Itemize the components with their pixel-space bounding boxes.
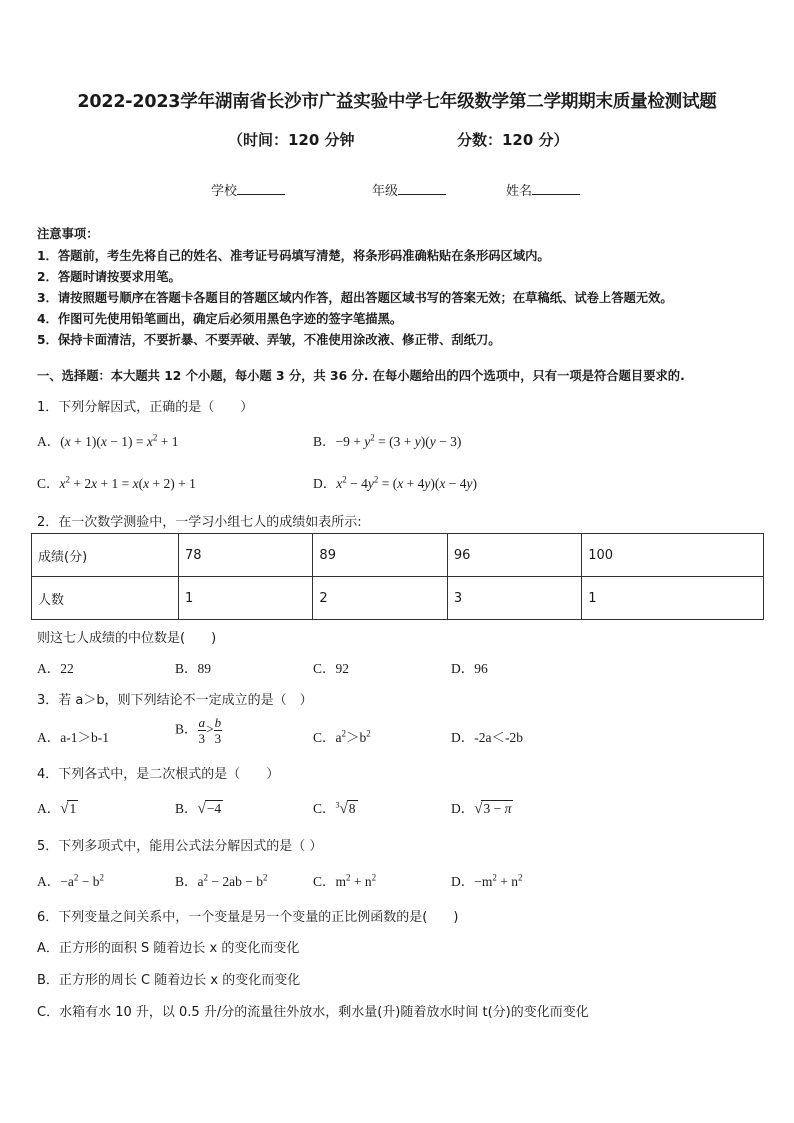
table-cell: 2 [313, 577, 447, 620]
exam-time: （时间：120 分钟 [228, 131, 355, 149]
school-field [211, 180, 285, 199]
q4-option-b[interactable]: B．√−4 [175, 801, 222, 817]
grade-label: 年级 [372, 184, 399, 199]
exam-score: 分数：120 分） [457, 131, 569, 149]
q5-option-c[interactable]: C．$m^2 + n^2$ [313, 872, 377, 889]
q3-option-c[interactable]: C．$a^2>b^2$ [313, 728, 371, 745]
grade-field [372, 180, 446, 199]
question-2-stem: 2．在一次数学测验中，一学习小组七人的成绩如表所示: [37, 515, 362, 530]
table-cell: 78 [179, 534, 313, 577]
table-cell: 89 [313, 534, 447, 577]
q6-option-a[interactable]: A．正方形的面积 S 随着边长 x 的变化而变化 [37, 941, 300, 956]
grades-table [31, 533, 764, 620]
section-heading: 一、选择题：本大题共 12 个小题，每小题 3 分，共 36 分. 在每小题给出的四个选项中，只有一项是符合题目要求的. [37, 369, 685, 383]
q6-option-c[interactable]: C．水箱有水 10 升，以 0.5 升/分的流量往外放水，剩水量(升)随着放水时间 t(分)的变化而变化 [37, 1005, 589, 1020]
table-cell: 人数 [32, 577, 179, 620]
grade-blank[interactable] [398, 182, 446, 195]
q2-option-a[interactable]: A．22 [37, 661, 74, 676]
table-row [32, 577, 764, 620]
q3-option-a[interactable]: A．a-1＞b-1 [37, 730, 109, 745]
school-label: 学校 [211, 184, 238, 199]
notice-item: 5．保持卡面清洁，不要折暴、不要弄破、弄皱，不准使用涂改液、修正带、刮纸刀。 [37, 333, 501, 347]
q1-option-b[interactable]: B．$-9 + y^2 = (3 + y)(y - 3)$ [313, 432, 462, 449]
q2-option-b[interactable]: B．89 [175, 661, 212, 676]
notice-item: 1．答题前，考生先将自己的姓名、准考证号码填写清楚，将条形码准确粘贴在条形码区域内。 [37, 249, 550, 263]
q4-option-d[interactable]: D．√3 − π [451, 801, 512, 817]
table-cell: 100 [582, 534, 764, 577]
notice-item: 2．答题时请按要求用笔。 [37, 270, 181, 284]
notice-item: 3．请按照题号顺序在答题卡各题目的答题区域内作答，超出答题区域书写的答案无效；在草稿纸、试卷上答题无效。 [37, 291, 673, 305]
question-1-stem: 1．下列分解因式，正确的是（ ） [37, 400, 254, 415]
q1-option-d[interactable]: D．$x^2 - 4y^2 = (x + 4y)(x - 4y)$ [313, 474, 477, 491]
q1-option-a[interactable]: A．$(x + 1)(x - 1) = x^2 + 1$ [37, 432, 179, 449]
q4-option-c[interactable]: C．$^3$√8 [313, 800, 356, 817]
notice-heading: 注意事项： [37, 227, 99, 241]
q2-option-c[interactable]: C．92 [313, 661, 350, 676]
question-2-follow: 则这七人成绩的中位数是( ) [37, 631, 217, 646]
q2-option-d[interactable]: D．96 [451, 661, 488, 676]
q5-option-b[interactable]: B．$a^2 - 2ab - b^2$ [175, 872, 268, 889]
school-blank[interactable] [237, 182, 285, 195]
q3-option-b[interactable]: B． $\frac{a}{3}$ > $\frac{b}{3}$ [175, 715, 222, 746]
q4-option-a[interactable]: A．√1 [37, 801, 77, 817]
name-label: 姓名 [506, 184, 533, 199]
q6-option-b[interactable]: B．正方形的周长 C 随着边长 x 的变化而变化 [37, 973, 301, 988]
table-cell: 成绩(分) [32, 534, 179, 577]
page-title: 2022-2023学年湖南省长沙市广益实验中学七年级数学第二学期期末质量检测试题 [77, 92, 717, 112]
table-cell: 96 [447, 534, 581, 577]
name-field [506, 180, 580, 199]
q3-option-d[interactable]: D．-2a＜-2b [451, 730, 523, 745]
table-cell: 1 [582, 577, 764, 620]
table-cell: 1 [179, 577, 313, 620]
question-3-stem: 3．若 a＞b，则下列结论不一定成立的是（ ） [37, 693, 313, 708]
q5-option-a[interactable]: A．$-a^2 - b^2$ [37, 872, 104, 889]
question-5-stem: 5．下列多项式中，能用公式法分解因式的是（ ） [37, 839, 323, 854]
table-cell: 3 [447, 577, 581, 620]
question-6-stem: 6．下列变量之间关系中，一个变量是另一个变量的正比例函数的是( ) [37, 910, 459, 925]
q5-option-d[interactable]: D．$-m^2 + n^2$ [451, 872, 523, 889]
q1-option-c[interactable]: C．$x^2 + 2x + 1 = x(x + 2) + 1$ [37, 474, 196, 491]
notice-item: 4．作图可先使用铅笔画出，确定后必须用黑色字迹的签字笔描黑。 [37, 312, 403, 326]
question-4-stem: 4．下列各式中，是二次根式的是（ ） [37, 767, 280, 782]
table-row [32, 534, 764, 577]
name-blank[interactable] [532, 182, 580, 195]
